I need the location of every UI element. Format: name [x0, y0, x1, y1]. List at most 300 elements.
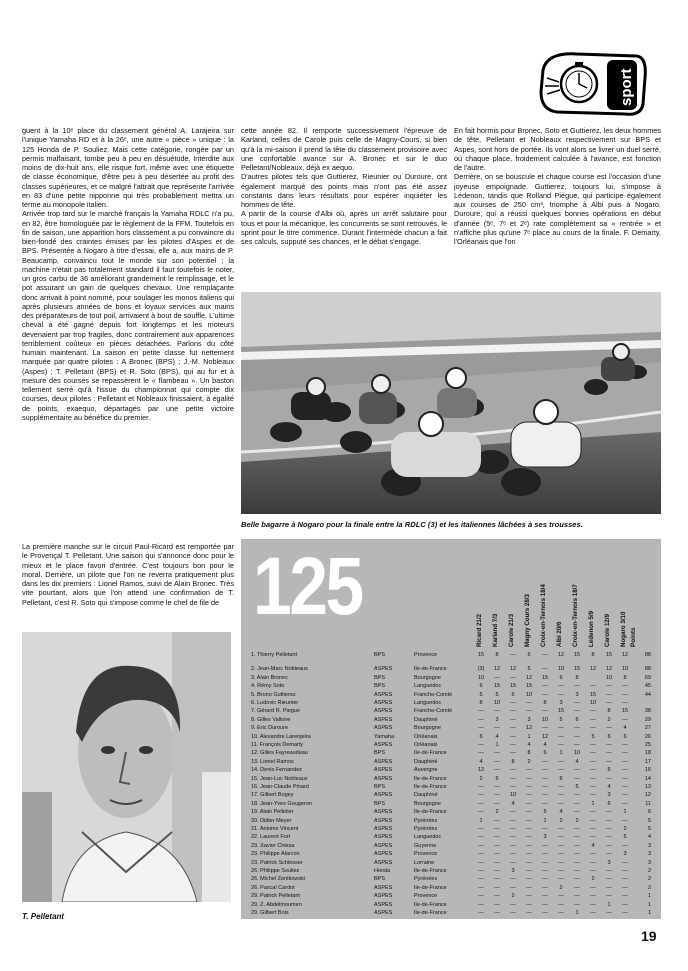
rider-points: 5	[647, 817, 651, 824]
race-result: 2	[479, 775, 483, 782]
race-result: —	[590, 901, 596, 908]
rider-points: 25	[644, 742, 651, 748]
race-result: 8	[479, 700, 483, 706]
rider-region: Ile-de-France	[414, 809, 447, 816]
race-result: 1	[607, 901, 611, 908]
rider-points: 26	[644, 733, 651, 740]
race-result: —	[606, 700, 612, 706]
rider-region: Orléanais	[414, 733, 438, 740]
race-result: 4	[543, 742, 547, 748]
race-result: —	[542, 691, 548, 698]
race-result: 2	[575, 817, 579, 824]
rider-points: 38	[644, 708, 651, 715]
race-result: —	[558, 758, 564, 765]
race-result: —	[526, 876, 532, 883]
race-result: —	[478, 893, 484, 900]
race-result: 8	[511, 758, 515, 765]
rider-team: BPS	[374, 750, 386, 757]
rider-points: 69	[644, 674, 651, 681]
race-result: —	[526, 842, 532, 849]
rider-team: ASPES	[374, 716, 393, 723]
rider-region: Dauphiné	[414, 716, 438, 723]
rider-points: 16	[644, 767, 651, 774]
rider-region: Provence	[414, 652, 438, 658]
race-result: 6	[527, 652, 531, 658]
race-result: —	[510, 817, 516, 824]
rider-team: ASPES	[374, 775, 393, 782]
race-result: —	[606, 817, 612, 824]
race-result: —	[542, 868, 548, 874]
race-result: 4	[511, 800, 515, 807]
rider-name: 26. Michel Zentkowski	[251, 876, 306, 883]
race-result: 5	[575, 784, 579, 790]
race-result: —	[510, 910, 516, 916]
race-result: —	[606, 758, 612, 765]
race-result: 5	[479, 691, 483, 698]
rider-name: 29. Z. Abdelmoumen	[251, 901, 302, 908]
race-result: —	[478, 826, 484, 832]
race-result: —	[574, 700, 580, 706]
rider-points: 45	[644, 683, 651, 690]
race-result: 15	[573, 666, 581, 673]
table-row	[241, 909, 661, 918]
rider-region: Pyrénées	[414, 826, 438, 832]
rider-name: 18. Jean-Yves Gougeron	[251, 800, 312, 807]
race-result: —	[622, 758, 628, 765]
race-result: —	[590, 725, 596, 732]
race-result: —	[622, 817, 628, 824]
race-result: —	[542, 893, 548, 900]
race-result: —	[574, 800, 580, 807]
rider-name: 22. Laurent Fort	[251, 834, 291, 841]
race-result: —	[590, 826, 596, 832]
race-result: 4	[575, 758, 579, 765]
rider-region: Dauphiné	[414, 792, 438, 799]
race-result: 5	[607, 767, 611, 774]
rider-region: Bourgogne	[414, 674, 441, 681]
rider-name: 8. Gilles Valloire	[251, 716, 291, 723]
race-result: —	[590, 851, 596, 858]
race-result: —	[494, 851, 500, 858]
race-result: —	[558, 876, 564, 883]
race-result: —	[606, 868, 612, 874]
race-result: —	[574, 876, 580, 883]
rider-region: Ile-de-France	[414, 666, 447, 673]
race-result: —	[526, 809, 532, 816]
race-result: —	[606, 876, 612, 883]
race-result: 12	[525, 725, 533, 732]
race-result: 4	[623, 725, 627, 732]
rider-team: ASPES	[374, 834, 393, 841]
race-result: —	[478, 851, 484, 858]
race-photo	[241, 292, 661, 514]
race-result: 8	[543, 700, 547, 706]
race-result: —	[542, 758, 548, 765]
race-result: —	[478, 901, 484, 908]
race-result: 1	[559, 750, 563, 757]
race-result: (3)	[477, 666, 485, 673]
page-number: 19	[641, 928, 657, 944]
race-result: —	[478, 725, 484, 732]
race-result: —	[590, 708, 596, 715]
article-paragraph: Arrivée trop tard sur le marché français la Yamaha RDLC n'a pu, en 82, être homologuée par le règlement de la FFM. Toutefois en fin de saison, une apparition hors classement a pu convaincre du bien-fondé des craintes émises par les pilotes d'Aspes et de BPS. Présentée à Nogaro à titre d'essai, elle a, aux mains de P. Beaucamp, convaincu tout le monde sur son potentiel ; la machine n'était pas totalement standard il faut toutefois le noter, un gros carbu de 36 améliorant grandement le remplissage, et le pot assurant un gain de quelques chevaux. Une remplaçante donc arrivait à point nommé, pour soulager les monos italiens qui après plusieurs années de bons et loyaux services aux mains des préparateurs de tout poil, arrivaient à bout de souffle. L'ultime cheval a été gagné depuis fort longtemps et les moteurs devenaient par trop fragiles, donc contrairement aux apparences terriblement coûteux en pièces détachées. Parlons du côté humain maintenant. La saison en petite classe fut nettement marquée par quatre pilotes : A Bronec (BPS) ; J.-M. Nobleaux (Aspes) ; T. Pelletant (BPS) et R. Soto (BPS), qui au fur et à mesure des courses se repassèrent le « flambeau ». Un baston tellement serré qu'à l'issue du championnat qui compte dix courses, deux pilotes : Pelletant et Nobleaux finissaient, à égalité de points, exaequo, départagés par une petite victoire supplémentaire au bénéfice du premier.	[22, 209, 234, 422]
race-result: 5	[591, 733, 595, 740]
race-result: 15	[621, 708, 629, 715]
race-result: 10	[541, 716, 549, 723]
race-result: —	[526, 910, 532, 916]
race-result: —	[494, 674, 500, 681]
race-result: 15	[557, 708, 565, 715]
race-result: —	[526, 775, 532, 782]
race-result: —	[606, 826, 612, 832]
race-result: —	[526, 834, 532, 841]
race-result: 3	[527, 716, 531, 723]
race-result: —	[590, 817, 596, 824]
race-result: —	[622, 876, 628, 883]
rider-name: 23. Xavier Chiesa	[251, 842, 295, 849]
rider-region: Ile-de-France	[414, 868, 447, 874]
race-result: —	[606, 742, 612, 748]
race-result: 15	[589, 691, 597, 698]
rider-points: 2	[647, 884, 651, 891]
rider-team: ASPES	[374, 859, 393, 866]
race-result: —	[574, 834, 580, 841]
article-column-3	[454, 126, 661, 246]
race-result: —	[574, 859, 580, 866]
race-result: 10	[557, 666, 565, 673]
race-result: —	[478, 792, 484, 799]
race-result: —	[622, 842, 628, 849]
rider-name: 15. Jean-Luc Nobleaux	[251, 775, 308, 782]
race-result: 2	[527, 758, 531, 765]
race-result: 12	[509, 666, 517, 673]
rider-name: 20. Didier Meyer	[251, 817, 292, 824]
race-result: —	[590, 893, 596, 900]
race-result: —	[606, 893, 612, 900]
race-result: —	[574, 733, 580, 740]
race-result: —	[606, 884, 612, 891]
race-result: —	[590, 884, 596, 891]
race-result: 3	[575, 691, 579, 698]
race-result: 6	[479, 683, 483, 690]
rider-points: 13	[644, 784, 651, 790]
sport-logo	[537, 48, 649, 118]
race-result: —	[590, 809, 596, 816]
race-result: 15	[493, 683, 501, 690]
rider-points: 5	[647, 826, 651, 832]
race-result: 8	[559, 775, 563, 782]
race-result: —	[542, 784, 548, 790]
rider-points: 1	[647, 901, 651, 908]
article-paragraph: La première manche sur le circuit Paul-Ricard est remportée par le Provençal T. Pelletant. Une saison qui s'annonce donc pour le mieux et le place favori d'entrée. C'est toujours bon pour le moral. Derrière, un pilote que l'on ne reverra pratiquement plus dans les dix premiers : Lionel Ramos, suivi de Alain Bronec. Très vite pourtant, alors que l'on attend une confirmation de T. Pelletant, c'est R. Soto qui s'impose comme le chef de file de	[22, 542, 234, 607]
rider-region: Ile-de-France	[414, 901, 447, 908]
race-result: 3	[607, 792, 611, 799]
race-result: —	[542, 826, 548, 832]
race-result: 6	[559, 674, 563, 681]
race-result: —	[510, 674, 516, 681]
rider-team: ASPES	[374, 758, 393, 765]
race-result: —	[606, 842, 612, 849]
rider-name: 5. Bruno Guttierez	[251, 691, 296, 698]
rider-points: 3	[647, 842, 651, 849]
rider-team: ASPES	[374, 826, 393, 832]
rider-points: 88	[644, 652, 651, 658]
race-result: —	[542, 708, 548, 715]
race-result: —	[558, 901, 564, 908]
race-result: —	[558, 683, 564, 690]
race-result: —	[590, 683, 596, 690]
rider-region: Auvergne	[414, 767, 438, 774]
race-result: —	[574, 767, 580, 774]
race-result: 6	[607, 733, 611, 740]
rider-team: ASPES	[374, 792, 393, 799]
rider-name: 10. Alexandre Larenjeira	[251, 733, 311, 740]
race-result: —	[622, 910, 628, 916]
race-result: —	[542, 910, 548, 916]
rider-name: 11. François Demarty	[251, 742, 304, 748]
rider-team: BPS	[374, 683, 386, 690]
rider-name: 13. Lionel Ramos	[251, 758, 294, 765]
race-result: —	[494, 868, 500, 874]
race-result: 15	[541, 674, 549, 681]
race-result: —	[478, 708, 484, 715]
race-result: 12	[477, 767, 485, 774]
race-result: —	[574, 851, 580, 858]
rider-name: 16. Jean-Claude Pinard	[251, 784, 309, 790]
race-result: —	[510, 767, 516, 774]
rider-region: Languedoc	[414, 700, 442, 706]
race-result: 8	[607, 708, 611, 715]
race-result: —	[510, 733, 516, 740]
race-result: 4	[527, 742, 531, 748]
rider-name: 19. Alain Pelletier	[251, 809, 294, 816]
rider-name: 9. Eric Duroure	[251, 725, 288, 732]
race-result: —	[494, 800, 500, 807]
race-result: —	[574, 708, 580, 715]
race-result: —	[558, 733, 564, 740]
race-result: —	[510, 784, 516, 790]
rider-points: 6	[647, 809, 651, 816]
rider-team: ASPES	[374, 725, 393, 732]
rider-team: ASPES	[374, 742, 393, 748]
race-result: —	[478, 784, 484, 790]
rider-team: ASPES	[374, 893, 393, 900]
race-result: 5	[543, 809, 547, 816]
race-result: —	[574, 884, 580, 891]
race-result: 1	[575, 910, 579, 916]
race-result: 2	[623, 826, 627, 832]
race-result: 10	[605, 674, 613, 681]
results-table	[241, 539, 661, 919]
race-header: Croix-en-Ternois 18/7	[572, 584, 579, 647]
race-result: 3	[543, 834, 547, 841]
article-column-1-continued	[22, 542, 234, 607]
rider-points: 29	[644, 716, 651, 723]
race-result: —	[510, 842, 516, 849]
race-header: Lédenon 5/9	[588, 610, 595, 647]
portrait-photo	[22, 632, 231, 902]
rider-name: 3. Alain Bronec	[251, 674, 288, 681]
race-result: —	[542, 851, 548, 858]
rider-team: ASPES	[374, 700, 393, 706]
race-result: —	[526, 784, 532, 790]
rider-team: ASPES	[374, 809, 393, 816]
race-result: —	[590, 750, 596, 757]
race-result: —	[526, 708, 532, 715]
race-result: 6	[479, 733, 483, 740]
race-result: 1	[495, 742, 499, 748]
rider-points: 27	[644, 725, 651, 732]
race-result: —	[494, 817, 500, 824]
race-result: —	[606, 683, 612, 690]
race-result: —	[510, 775, 516, 782]
race-result: —	[478, 742, 484, 748]
race-result: 6	[511, 691, 515, 698]
rider-region: Provence	[414, 893, 438, 900]
rider-name: 26. Pascal Cardot	[251, 884, 295, 891]
race-result: —	[574, 683, 580, 690]
race-result: —	[622, 893, 628, 900]
race-result: —	[574, 901, 580, 908]
race-result: —	[526, 817, 532, 824]
race-result: —	[590, 767, 596, 774]
race-result: —	[558, 834, 564, 841]
rider-points: 2	[647, 868, 651, 874]
race-result: —	[526, 901, 532, 908]
rider-region: Ile-de-France	[414, 910, 447, 916]
race-result: —	[606, 775, 612, 782]
race-result: —	[558, 742, 564, 748]
race-result: 8	[527, 750, 531, 757]
race-result: 2	[559, 817, 563, 824]
race-result: —	[526, 700, 532, 706]
race-result: —	[590, 758, 596, 765]
race-result: —	[494, 893, 500, 900]
rider-points: 17	[644, 758, 651, 765]
race-result: —	[606, 691, 612, 698]
race-result: 3	[607, 859, 611, 866]
rider-team: ASPES	[374, 708, 393, 715]
race-result: —	[590, 716, 596, 723]
race-result: —	[478, 809, 484, 816]
race-result: —	[606, 910, 612, 916]
rider-points: 1	[647, 893, 651, 900]
rider-name: 12. Gilles Fayreaudeau	[251, 750, 308, 757]
race-result: —	[478, 842, 484, 849]
race-result: —	[606, 809, 612, 816]
race-result: —	[622, 868, 628, 874]
race-result: 3	[559, 700, 563, 706]
race-result: 5	[559, 716, 563, 723]
race-result: 6	[543, 750, 547, 757]
rider-points: 3	[647, 859, 651, 866]
race-result: —	[526, 884, 532, 891]
rider-team: ASPES	[374, 817, 393, 824]
race-result: —	[510, 901, 516, 908]
race-result: —	[510, 809, 516, 816]
race-result: —	[478, 910, 484, 916]
rider-points: 14	[644, 775, 651, 782]
race-result: 10	[477, 674, 485, 681]
race-result: 10	[621, 666, 629, 673]
rider-team: BPS	[374, 652, 386, 658]
rider-name: 2. Jean-Marc Nobleaux	[251, 666, 308, 673]
race-header: Croix-en-Ternois 18/4	[540, 584, 547, 647]
race-header: Carole 12/9	[604, 613, 611, 647]
race-header: Ricard 21/2	[476, 613, 483, 647]
race-result: —	[526, 767, 532, 774]
race-result: —	[510, 750, 516, 757]
race-result: —	[574, 725, 580, 732]
race-result: —	[590, 910, 596, 916]
race-header: Magny Cours 28/3	[524, 594, 531, 647]
race-result: —	[510, 708, 516, 715]
race-result: 12	[541, 733, 549, 740]
race-result: —	[526, 851, 532, 858]
race-result: 4	[591, 842, 595, 849]
rider-team: ASPES	[374, 691, 393, 698]
rider-name: 23. Philippe Alarcon	[251, 851, 300, 858]
race-result: 12	[557, 652, 565, 658]
race-result: —	[510, 851, 516, 858]
race-result: 12	[525, 674, 533, 681]
race-result: —	[590, 784, 596, 790]
rider-points: 4	[647, 834, 651, 841]
race-result: —	[494, 725, 500, 732]
race-result: 2	[495, 809, 499, 816]
race-result: —	[478, 750, 484, 757]
race-result: —	[590, 742, 596, 748]
race-result: —	[558, 893, 564, 900]
race-result: —	[606, 851, 612, 858]
race-result: —	[622, 716, 628, 723]
rider-points: 2	[647, 876, 651, 883]
portrait-caption: T. Pelletant	[22, 912, 65, 921]
svg-text:sport: sport	[618, 68, 635, 106]
race-result: —	[510, 725, 516, 732]
race-result: 15	[573, 652, 581, 658]
race-result: —	[574, 826, 580, 832]
race-result: 1	[479, 817, 483, 824]
race-result: 1	[591, 800, 595, 807]
race-result: 15	[509, 683, 517, 690]
race-result: —	[622, 859, 628, 866]
rider-name: 29. Patrick Pelletant	[251, 893, 300, 900]
race-result: 3	[511, 868, 515, 874]
rider-points: 12	[644, 792, 651, 799]
race-result: 8	[591, 652, 595, 658]
rider-points: 44	[644, 691, 651, 698]
race-result: —	[574, 842, 580, 849]
race-result: —	[494, 910, 500, 916]
race-result: —	[510, 700, 516, 706]
race-result: 15	[605, 652, 613, 658]
race-result: —	[494, 750, 500, 757]
race-result: —	[558, 784, 564, 790]
race-header: Karland 7/3	[492, 613, 499, 647]
rider-region: Franche-Comté	[414, 691, 453, 698]
rider-region: Dauphiné	[414, 758, 438, 765]
race-result: —	[558, 691, 564, 698]
race-result: 2	[559, 884, 563, 891]
race-result: —	[606, 725, 612, 732]
rider-team: ASPES	[374, 884, 393, 891]
rider-region: Pyrénées	[414, 876, 438, 883]
race-result: 6	[575, 716, 579, 723]
race-result: 4	[479, 758, 483, 765]
race-result: —	[622, 792, 628, 799]
race-result: —	[526, 859, 532, 866]
